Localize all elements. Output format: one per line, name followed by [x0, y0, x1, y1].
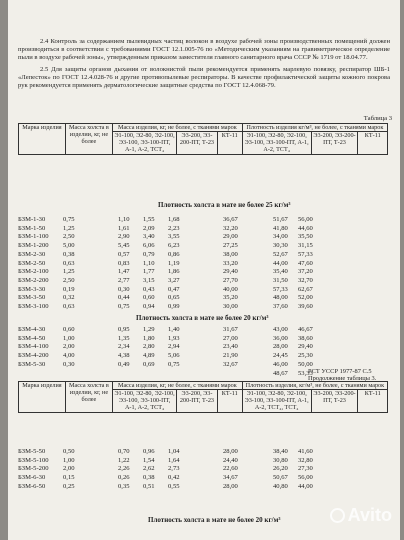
cell-mark: БЗМ-6-30 [18, 474, 46, 482]
cell-mass-c: 1,93 [168, 334, 180, 342]
cell-density-a: 24,40 [223, 456, 238, 464]
cell-mass-c: 2,23 [168, 224, 180, 232]
cell-mark: БЗМ-2-30 [18, 250, 46, 258]
cell-density-b: 48,00 [273, 294, 288, 302]
cell-density-b: 43,00 [273, 326, 288, 333]
sub-b-2: Э3-200, Э3-200-ПТ, Т-23 [177, 390, 217, 412]
cell-mark: БЗМ-1-100 [18, 233, 49, 241]
page-ref: РСТ УССР 1977-87 С.5 [308, 368, 372, 375]
cell-density-b: 57,33 [273, 285, 288, 293]
cell-mass-b: 1,10 [143, 259, 155, 267]
sub-d: Э1-100, Э2-80, Э2-100, Э3-100, Э3-100-ПТ, А-1, А-2, ТСТ₄ [242, 132, 311, 154]
cell-density-b: 40,80 [273, 482, 288, 490]
cell-density-a: 27,00 [223, 334, 238, 342]
col-mass-canvas: Масса холста в изделии, кг, не более [65, 124, 112, 155]
cell-density-c: 32,70 [298, 276, 313, 284]
col-density-2: Плотность изделия, кг/м³, не более, с тканями марок [242, 382, 387, 390]
cell-density-c: 44,00 [298, 482, 313, 490]
cell-mass-b: 1,55 [143, 216, 155, 223]
cell-mark: БЗМ-1-200 [18, 242, 49, 250]
cell-mass-b: 3,15 [143, 276, 155, 284]
cell-density-a: 32,67 [223, 360, 238, 368]
cell-mass-canvas: 0,50 [63, 448, 75, 455]
cell-density-c: 39,60 [298, 303, 313, 310]
cell-mass-b: 0,96 [143, 448, 155, 455]
table-header-continued [18, 381, 388, 413]
cell-mass-b: 2,80 [143, 343, 155, 351]
cell-mass-b: 0,69 [143, 360, 155, 368]
cell-density-c: 47,60 [298, 259, 313, 267]
cell-mass-b: 4,89 [143, 352, 155, 360]
cell-density-a: 35,20 [223, 294, 238, 302]
cell-mass-a: 2,77 [118, 276, 130, 284]
cell-density-a: 28,00 [223, 482, 238, 490]
sub-c: КТ-11 [217, 132, 242, 154]
cell-mark: БЗМ-3-100 [18, 303, 49, 310]
cell-mass-c: 1,04 [168, 448, 180, 455]
cell-mass-a: 1,47 [118, 268, 130, 276]
cell-density-c: 52,00 [298, 294, 313, 302]
cell-density-b: 24,45 [273, 352, 288, 360]
cell-density-a: 38,00 [223, 250, 238, 258]
caption-density-20: Плотность холста в мате не более 20 кг/м³ [136, 314, 269, 322]
cell-density-c: 44,60 [298, 224, 313, 232]
cell-density-c: 32,80 [298, 456, 313, 464]
cell-density-a: 32,20 [223, 224, 238, 232]
cell-density-a: 33,20 [223, 259, 238, 267]
cell-density-b: 28,00 [273, 343, 288, 351]
cell-mark: БЗМ-5-200 [18, 465, 49, 473]
cell-density-c: 27,30 [298, 465, 313, 473]
cell-mark: БЗМ-4-100 [18, 343, 49, 351]
cell-mass-canvas: 0,30 [63, 360, 75, 368]
table-label: Таблица 3 [363, 115, 392, 122]
caption-density-20-b: Плотность холста в мате не более 20 кг/м³ [148, 516, 281, 524]
cell-density-a: 29,40 [223, 268, 238, 276]
sub-e-2: Э3-200, Э3-200-ПТ, Т-23 [311, 390, 358, 412]
cell-mass-a: 2,34 [118, 343, 130, 351]
cell-mass-b: 1,77 [143, 268, 155, 276]
cell-mass-c: 3,55 [168, 233, 180, 241]
cell-mass-c: 1,64 [168, 456, 180, 464]
cell-density-a: 31,67 [223, 326, 238, 333]
avito-logo-icon [330, 508, 345, 523]
paragraph-2-5: 2.5 Для защиты органов дыхания от волокнистой пыли рекомендуется применять марлевую повязку, респиратор ШБ-1 «Лепесток» по ГОСТ 12.4.028-76 и другие противопылевые респираторы. В качестве профилактической защиты кожного покрова рук рекомендуется применять дерматологические защитные средства по ГОСТ 12.4.068-79. [18, 65, 390, 90]
cell-mass-canvas: 0,63 [63, 259, 75, 267]
cell-density-b: 30,30 [273, 242, 288, 250]
cell-mass-canvas: 5,00 [63, 242, 75, 250]
cell-mass-c: 6,23 [168, 242, 180, 250]
cell-mass-c: 3,27 [168, 276, 180, 284]
col-mass-product: Масса изделия, кг, не более, с тканями марок [112, 124, 242, 132]
cell-density-a: 40,00 [223, 285, 238, 293]
cell-mass-canvas: 0,25 [63, 482, 75, 490]
cell-density-b: 35,40 [273, 268, 288, 276]
col-mass-product-2: Масса изделия, кг, не более, с тканями марок [112, 382, 242, 390]
cell-density-c: 56,00 [298, 216, 313, 223]
cell-mass-c: 0,42 [168, 474, 180, 482]
cell-mass-b: 2,09 [143, 224, 155, 232]
cell-density-c: 56,00 [298, 474, 313, 482]
cell-mass-c: 0,47 [168, 285, 180, 293]
cell-density-b: 46,00 [273, 360, 288, 368]
cell-density-a: 34,67 [223, 474, 238, 482]
cell-mass-canvas: 0,19 [63, 285, 75, 293]
cell-mark: БЗМ-2-100 [18, 268, 49, 276]
cell-mass-canvas: 0,75 [63, 216, 75, 223]
cell-density-c: 41,60 [298, 448, 313, 455]
cell-density-c: 53,33 [298, 369, 313, 377]
cell-mark: БЗМ-5-50 [18, 448, 46, 455]
cell-mass-a: 1,22 [118, 456, 130, 464]
cell-mass-c: 5,06 [168, 352, 180, 360]
cell-mass-c: 1,19 [168, 259, 180, 267]
cell-mass-a: 0,26 [118, 474, 130, 482]
cell-mass-canvas: 2,50 [63, 233, 75, 241]
cell-mass-a: 0,35 [118, 482, 130, 490]
cell-mark: БЗМ-3-30 [18, 285, 46, 293]
sub-f-2: КТ-11 [358, 390, 388, 412]
cell-mass-canvas: 0,32 [63, 294, 75, 302]
cell-mass-canvas: 1,00 [63, 334, 75, 342]
cell-density-c: 38,60 [298, 334, 313, 342]
cell-density-b: 41,80 [273, 224, 288, 232]
cell-density-a: 29,00 [223, 233, 238, 241]
cell-mass-b: 0,43 [143, 285, 155, 293]
cell-mass-a: 0,75 [118, 303, 130, 310]
cell-mass-b: 0,94 [143, 303, 155, 310]
cell-mass-c: 1,40 [168, 326, 180, 333]
cell-density-b: 44,00 [273, 259, 288, 267]
cell-mass-c: 0,99 [168, 303, 180, 310]
sub-a: Э1-100, Э2-80, Э2-100, Э3-100, Э3-100-ПТ, А-1, А-2, ТСТ₄ [112, 132, 176, 154]
cell-mass-c: 1,86 [168, 268, 180, 276]
cell-mass-canvas: 0,63 [63, 303, 75, 310]
cell-mass-b: 2,62 [143, 465, 155, 473]
cell-mark: БЗМ-5-100 [18, 456, 49, 464]
cell-density-a: 36,67 [223, 216, 238, 223]
watermark-text: Avito [347, 504, 392, 525]
cell-mark: БЗМ-2-200 [18, 276, 49, 284]
col-mark: Марка изделия [19, 124, 66, 155]
sub-e: Э3-200, Э3-200-ПТ, Т-23 [311, 132, 358, 154]
cell-density-c: 50,00 [298, 360, 313, 368]
cell-density-c: 25,30 [298, 352, 313, 360]
cell-mass-a: 0,57 [118, 250, 130, 258]
cell-mass-a: 0,95 [118, 326, 130, 333]
cell-mark: БЗМ-4-50 [18, 334, 46, 342]
cell-mark: БЗМ-6-50 [18, 482, 46, 490]
cell-mass-a: 0,83 [118, 259, 130, 267]
cell-mass-canvas: 0,38 [63, 250, 75, 258]
cell-mass-c: 2,94 [168, 343, 180, 351]
cell-density-b: 38,40 [273, 448, 288, 455]
cell-density-a: 28,00 [223, 448, 238, 455]
cell-mark: БЗМ-2-50 [18, 259, 46, 267]
cell-density-c: 62,67 [298, 285, 313, 293]
paragraph-2-4: 2.4 Контроль за содержанием пылевидных частиц волокон в воздухе рабочей зоны производственных помещений должен производиться в соответствии с требованиями ГОСТ 12.1.005-76 по «Методическим указаниям на гравиметрическое определение пыли в воздухе рабочей зоны», утвержденным приказом заместителя главного санитарного врача СССР № 1719 от 18.04.77. [18, 38, 390, 62]
cell-mass-a: 0,44 [118, 294, 130, 302]
col-mark-2: Марка изделия [19, 382, 66, 413]
cell-mass-c: 0,86 [168, 250, 180, 258]
cell-density-a: 22,60 [223, 465, 238, 473]
document-page [8, 0, 400, 540]
cell-density-b: 34,00 [273, 233, 288, 241]
cell-mass-canvas: 0,60 [63, 326, 75, 333]
cell-density-b: 52,67 [273, 250, 288, 258]
cell-density-a: 27,25 [223, 242, 238, 250]
cell-mark: БЗМ-4-30 [18, 326, 46, 333]
watermark [330, 504, 392, 527]
cell-mass-canvas: 0,15 [63, 474, 75, 482]
cell-mass-b: 3,40 [143, 233, 155, 241]
cell-mass-a: 2,90 [118, 233, 130, 241]
cell-mass-canvas: 2,00 [63, 343, 75, 351]
cell-density-b: 37,60 [273, 303, 288, 310]
col-density: Плотность изделия кг/м³, не более, с тканями марок [242, 124, 387, 132]
cell-mass-b: 1,29 [143, 326, 155, 333]
cell-density-c: 35,50 [298, 233, 313, 241]
sub-a-2: Э1-100, Э2-80, Э2-100, Э3-100, Э3-100-ПТ, А-1, А-2, ТСТ₄ [112, 390, 176, 412]
cell-mass-c: 2,73 [168, 465, 180, 473]
cell-density-b: 31,50 [273, 276, 288, 284]
cell-mass-a: 1,35 [118, 334, 130, 342]
sub-f: КТ-11 [358, 132, 388, 154]
cell-density-c: 37,20 [298, 268, 313, 276]
col-mass-canvas-2: Масса холста в изделии, кг, не более [65, 382, 112, 413]
cell-mass-canvas: 1,00 [63, 456, 75, 464]
cell-density-b: 48,67 [273, 369, 288, 377]
cell-mass-canvas: 1,25 [63, 268, 75, 276]
cell-mass-a: 4,38 [118, 352, 130, 360]
cell-mass-b: 0,51 [143, 482, 155, 490]
cell-mark: БЗМ-3-50 [18, 294, 46, 302]
cell-mark: БЗМ-1-30 [18, 216, 46, 223]
text-section [18, 38, 390, 93]
cell-mass-a: 0,70 [118, 448, 130, 455]
cell-density-b: 30,80 [273, 456, 288, 464]
cell-mass-a: 1,10 [118, 216, 130, 223]
cell-density-a: 30,00 [223, 303, 238, 310]
cell-mass-canvas: 4,00 [63, 352, 75, 360]
cell-density-c: 31,15 [298, 242, 313, 250]
cell-mass-a: 0,30 [118, 285, 130, 293]
continuation-label: Продолжение таблицы 3. [308, 375, 377, 382]
cell-mass-canvas: 2,50 [63, 276, 75, 284]
sub-c-2: КТ-11 [217, 390, 242, 412]
cell-density-a: 27,70 [223, 276, 238, 284]
cell-mass-a: 2,26 [118, 465, 130, 473]
cell-mass-b: 6,06 [143, 242, 155, 250]
cell-mass-c: 0,65 [168, 294, 180, 302]
cell-density-b: 26,20 [273, 465, 288, 473]
cell-density-b: 36,00 [273, 334, 288, 342]
cell-density-c: 46,67 [298, 326, 313, 333]
sub-d-2: Э1-100, Э2-80, Э2-100, Э3-100, Э3-100-ПТ, А-1, А-2, ТСТ₄, ТСТ₄ [242, 390, 311, 412]
cell-density-b: 51,67 [273, 216, 288, 223]
cell-mass-canvas: 1,25 [63, 224, 75, 232]
cell-mass-canvas: 2,00 [63, 465, 75, 473]
cell-mass-a: 0,49 [118, 360, 130, 368]
cell-mark: БЗМ-4-200 [18, 352, 49, 360]
cell-mass-a: 1,61 [118, 224, 130, 232]
cell-density-c: 29,40 [298, 343, 313, 351]
cell-mass-a: 5,45 [118, 242, 130, 250]
cell-mass-c: 0,55 [168, 482, 180, 490]
cell-mark: БЗМ-5-30 [18, 360, 46, 368]
cell-mark: БЗМ-1-50 [18, 224, 46, 232]
cell-density-b: 50,67 [273, 474, 288, 482]
caption-density-25: Плотность холста в мате не более 25 кг/м³ [158, 201, 291, 209]
table-header [18, 123, 388, 155]
cell-mass-b: 1,80 [143, 334, 155, 342]
cell-density-a: 23,40 [223, 343, 238, 351]
cell-mass-b: 0,79 [143, 250, 155, 258]
sub-b: Э3-200, Э3-200-ПТ, Т-23 [177, 132, 217, 154]
cell-mass-b: 0,60 [143, 294, 155, 302]
cell-mass-c: 1,68 [168, 216, 180, 223]
cell-density-c: 57,33 [298, 250, 313, 258]
cell-mass-b: 1,54 [143, 456, 155, 464]
cell-mass-b: 0,38 [143, 474, 155, 482]
cell-mass-c: 0,75 [168, 360, 180, 368]
cell-density-a: 21,90 [223, 352, 238, 360]
